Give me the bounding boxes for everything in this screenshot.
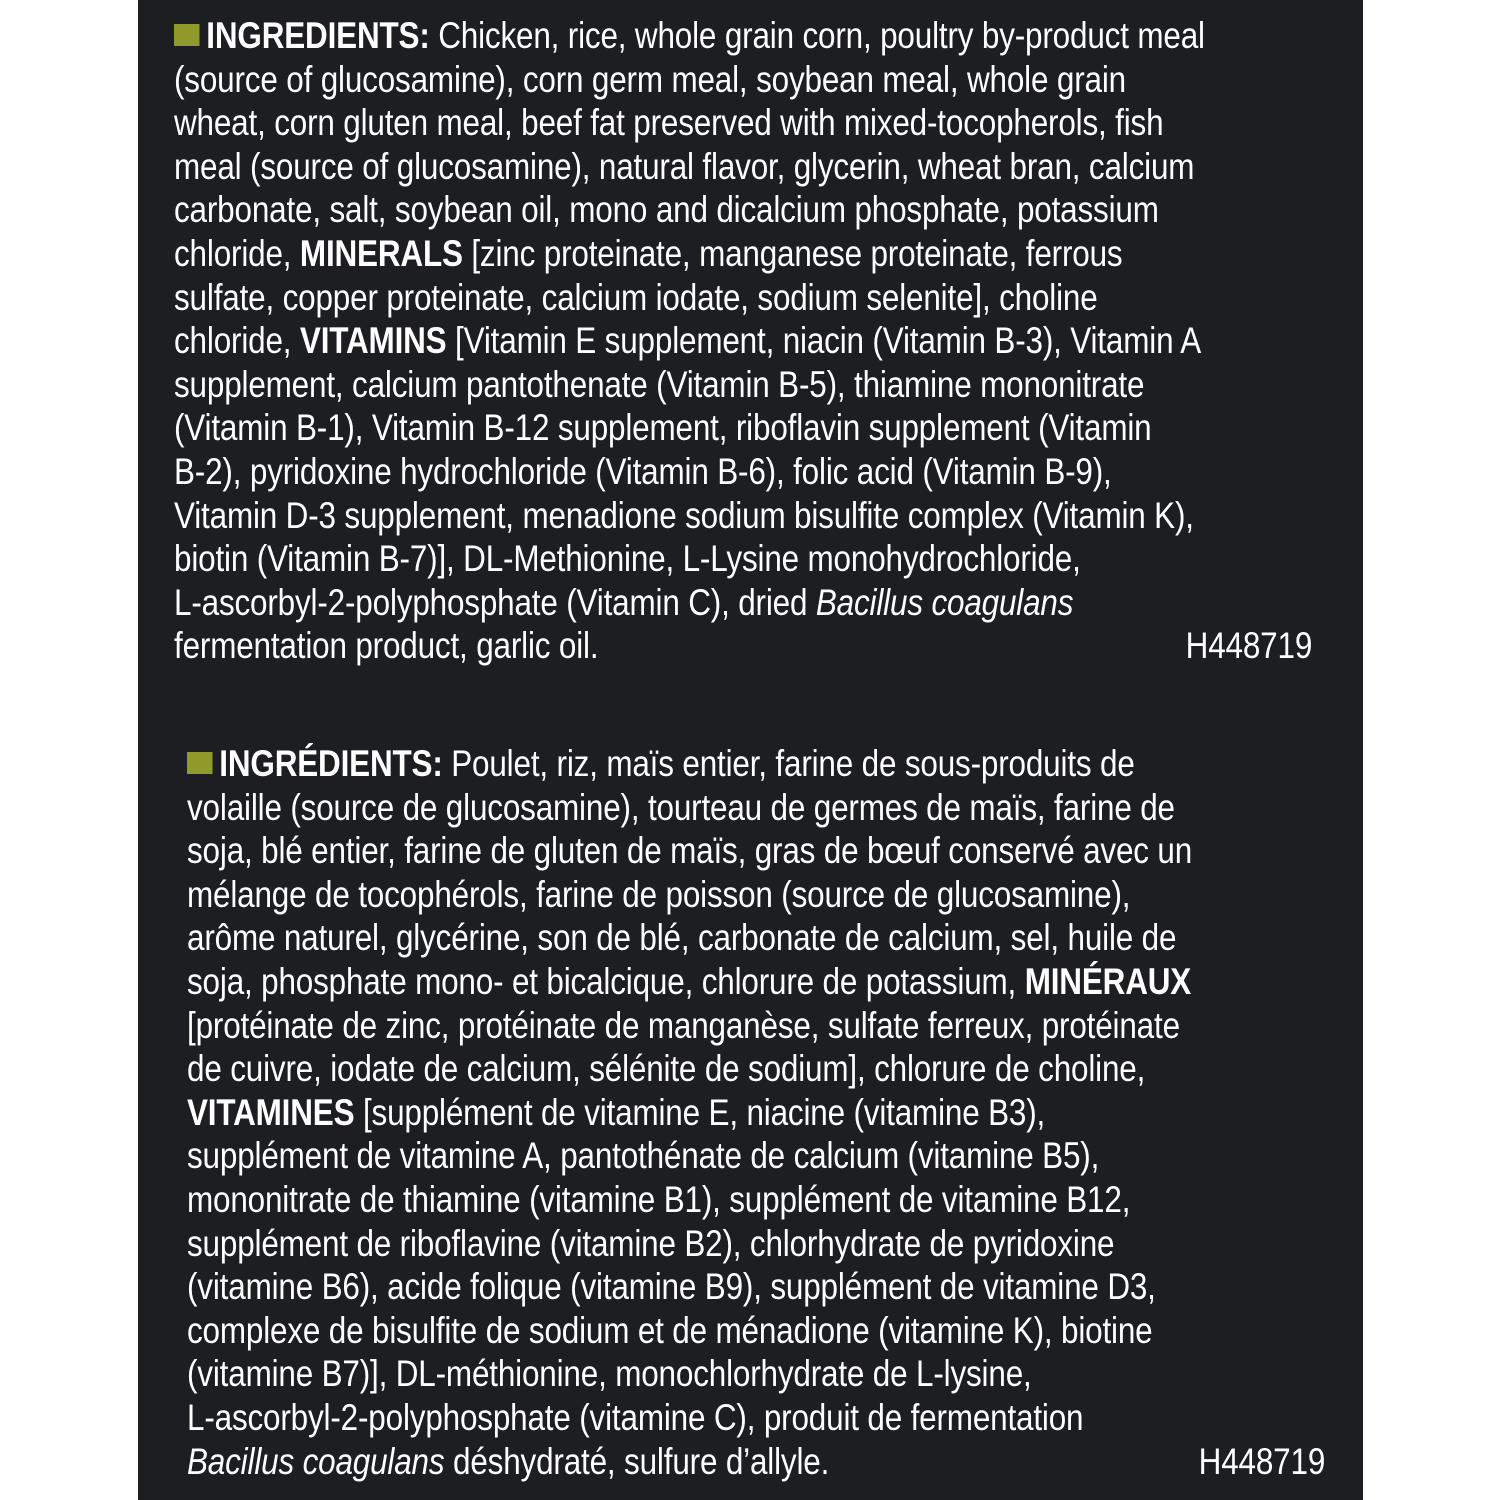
english-ingredients	[174, 14, 1313, 668]
product-code: H448719	[1198, 1440, 1326, 1482]
text-line: mononitrate de thiamine (vitamine B1), supplément de vitamine B12,	[187, 1178, 1131, 1220]
text-segment: [zinc proteinate, manganese proteinate, ferrous	[462, 232, 1123, 274]
text-line: Vitamin D-3 supplement, menadione sodium bisulfite complex (Vitamin K),	[174, 494, 1194, 536]
bacillus-name: Bacillus coagulans	[187, 1440, 445, 1482]
text-segment: [Vitamin E supplement, niacin (Vitamin B-3), Vitamin A	[446, 320, 1202, 362]
vitamins-label: VITAMINS	[299, 320, 447, 362]
text-segment: chloride,	[174, 232, 300, 274]
text-line: wheat, corn gluten meal, beef fat preserved with mixed-tocopherols, fish	[174, 102, 1164, 144]
text-segment: déshydraté, sulfure d’allyle.	[444, 1440, 830, 1482]
text-line	[187, 742, 1326, 786]
text-segment: fermentation product, garlic oil.	[174, 625, 599, 667]
minerals-label: MINERALS	[299, 232, 463, 274]
product-code: H448719	[1185, 625, 1313, 667]
text-line	[187, 960, 1326, 1004]
text-line: supplement, calcium pantothenate (Vitamin B-5), thiamine mononitrate	[174, 363, 1145, 405]
text-segment: Poulet, riz, maïs entier, farine de sous-produits de	[442, 743, 1135, 784]
vitamins-label: VITAMINES	[187, 1091, 355, 1133]
text-segment: Chicken, rice, whole grain corn, poultry by-product meal	[429, 15, 1205, 56]
text-segment: L-ascorbyl-2-polyphosphate (Vitamin C), dried	[174, 581, 816, 623]
text-line: carbonate, salt, soybean oil, mono and dicalcium phosphate, potassium	[174, 189, 1159, 231]
text-segment: [supplément de vitamine E, niacine (vitamine B3),	[354, 1091, 1046, 1133]
text-segment: chloride,	[174, 320, 300, 362]
bacillus-name: Bacillus coagulans	[815, 581, 1074, 623]
text-line: meal (source of glucosamine), natural flavor, glycerin, wheat bran, calcium	[174, 145, 1195, 187]
ingredients-heading: INGREDIENTS:	[206, 15, 430, 56]
text-line: biotin (Vitamin B-7)], DL-Methionine, L-Lysine monohydrochloride,	[174, 538, 1081, 580]
bullet-icon	[187, 752, 213, 774]
text-line: sulfate, copper proteinate, calcium iodate, sodium selenite], choline	[174, 276, 1098, 318]
text-line: complexe de bisulfite de sodium et de ménadione (vitamine K), biotine	[187, 1309, 1153, 1351]
french-ingredients	[187, 742, 1326, 1483]
text-line: supplément de vitamine A, pantothénate de calcium (vitamine B5),	[187, 1135, 1100, 1177]
text-line: de cuivre, iodate de calcium, sélénite de sodium], chlorure de choline,	[187, 1048, 1146, 1090]
text-line: [protéinate de zinc, protéinate de manganèse, sulfate ferreux, protéinate	[187, 1004, 1180, 1046]
text-line: (vitamine B6), acide folique (vitamine B9), supplément de vitamine D3,	[187, 1266, 1156, 1308]
text-line: (Vitamin B-1), Vitamin B-12 supplement, riboflavin supplement (Vitamin	[174, 407, 1152, 449]
text-line	[187, 1091, 1326, 1135]
text-segment: soja, phosphate mono- et bicalcique, chlorure de potassium,	[187, 960, 1025, 1002]
text-line: L-ascorbyl-2-polyphosphate (vitamine C), produit de fermentation	[187, 1396, 1084, 1438]
text-line	[187, 1440, 1325, 1484]
text-line	[174, 319, 1313, 363]
minerals-label: MINÉRAUX	[1024, 960, 1192, 1002]
text-line: soja, blé entier, farine de gluten de maïs, gras de bœuf conservé avec un	[187, 830, 1193, 872]
text-line	[174, 581, 1313, 625]
ingredients-panel	[138, 0, 1363, 1500]
text-line: volaille (source de glucosamine), tourteau de germes de maïs, farine de	[187, 786, 1175, 828]
text-line: B-2), pyridoxine hydrochloride (Vitamin B-6), folic acid (Vitamin B-9),	[174, 450, 1112, 492]
bullet-icon	[174, 24, 200, 46]
ingredients-heading: INGRÉDIENTS:	[219, 743, 443, 784]
text-line: arôme naturel, glycérine, son de blé, carbonate de calcium, sel, huile de	[187, 917, 1177, 959]
text-line: supplément de riboflavine (vitamine B2), chlorhydrate de pyridoxine	[187, 1222, 1115, 1264]
text-line	[174, 232, 1313, 276]
text-line: mélange de tocophérols, farine de poisson (source de glucosamine),	[187, 873, 1131, 915]
text-line	[174, 14, 1313, 58]
text-line	[174, 624, 1312, 668]
text-line: (source of glucosamine), corn germ meal, soybean meal, whole grain	[174, 58, 1126, 100]
text-line: (vitamine B7)], DL-méthionine, monochlorhydrate de L-lysine,	[187, 1353, 1032, 1395]
